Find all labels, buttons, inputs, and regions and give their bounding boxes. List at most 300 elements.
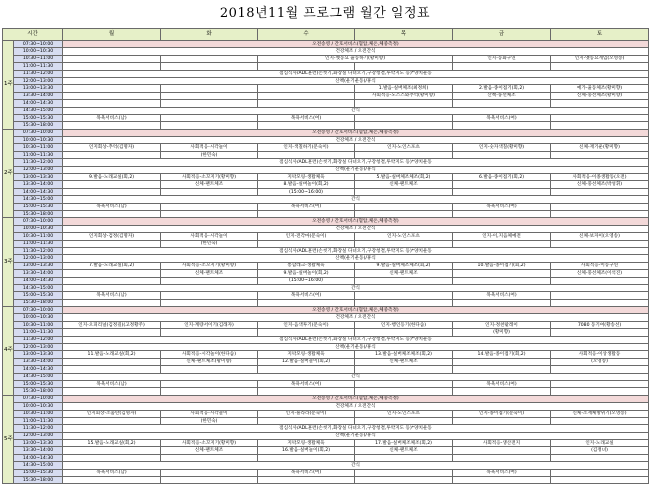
time-cell: 11:30~12:00 — [14, 159, 63, 166]
schedule-cell — [63, 277, 161, 284]
time-cell: 14:30~15:00 — [14, 462, 63, 469]
schedule-row — [3, 351, 649, 358]
schedule-cell — [63, 447, 161, 454]
schedule-cell: 신체-팬트체조 — [355, 270, 453, 277]
time-cell: 10:30~11:00 — [14, 55, 63, 62]
header-sat: 토 — [551, 29, 649, 41]
schedule-cell — [63, 181, 161, 188]
schedule-cell: 신체-팬트체조 — [355, 181, 453, 188]
schedule-row — [3, 469, 649, 476]
schedule-cell: 사회적응-소꼬지기(황미향) — [161, 262, 258, 269]
week-label: 5주 — [3, 395, 14, 484]
schedule-row — [3, 122, 649, 129]
schedule-cell — [258, 122, 355, 129]
time-cell: 11:00~11:30 — [14, 63, 63, 70]
bath-cell: 목욕서비스(여) — [453, 469, 551, 476]
schedule-row — [3, 188, 649, 195]
time-cell: 10:30~11:00 — [14, 321, 63, 328]
schedule-cell — [355, 380, 453, 387]
schedule-cell — [63, 55, 161, 62]
schedule-cell: 인지-풀라라(문숙이) — [258, 410, 355, 417]
schedule-cell: 사회적응-이종생활동(오전) — [551, 174, 649, 181]
time-cell: 15:30~18:00 — [14, 210, 63, 217]
schedule-cell: 신체-풍선체조(박성휘) — [551, 181, 649, 188]
schedule-cell — [551, 114, 649, 121]
walk-cell: 산책(운기운동)/휴식 — [63, 432, 649, 439]
time-cell: 11:00~11:30 — [14, 151, 63, 158]
morning-cell: 건강체조 / 오전간식 — [63, 403, 649, 410]
bath-cell: 목욕서비스(여) — [453, 292, 551, 299]
time-cell: 15:30~18:00 — [14, 388, 63, 395]
schedule-cell — [63, 100, 161, 107]
schedule-cell — [453, 151, 551, 158]
schedule-cell — [355, 292, 453, 299]
schedule-cell: 사회적응-소꼬지기(황미향) — [161, 174, 258, 181]
schedule-cell — [453, 358, 551, 365]
schedule-row — [3, 366, 649, 373]
time-cell: 10:30~11:00 — [14, 233, 63, 240]
schedule-cell — [453, 188, 551, 195]
schedule-cell: 신체-팬트체조(황미향) — [161, 358, 258, 365]
banner-cell: 오전송영 / 간호서비스(혈압,체온,체중측정) — [63, 41, 649, 48]
schedule-row — [3, 395, 649, 402]
music-cell: 인지-옛동요 율동하기(황미향) — [258, 55, 453, 62]
schedule-cell: 인지-옛동요게임(오영송) — [551, 55, 649, 62]
time-cell: 15:00~15:30 — [14, 203, 63, 210]
schedule-cell — [161, 469, 258, 476]
schedule-row — [3, 233, 649, 240]
schedule-cell: 신체-풍선체조(황미향) — [551, 92, 649, 99]
schedule-cell: (황미향) — [453, 329, 551, 336]
schedule-cell: 예가-율동체조(황미향) — [551, 85, 649, 92]
schedule-row — [3, 210, 649, 217]
schedule-cell — [551, 469, 649, 476]
schedule-cell: 신체-재기운(황미향) — [551, 144, 649, 151]
schedule-cell — [355, 329, 453, 336]
schedule-cell — [355, 469, 453, 476]
schedule-cell: 인지-노인스포츠 — [355, 410, 453, 417]
morning-cell: 건강체조 / 오전간식 — [63, 314, 649, 321]
schedule-row — [3, 314, 649, 321]
schedule-cell — [551, 240, 649, 247]
schedule-cell: 9.발음-노래교실(회,2) — [63, 174, 161, 181]
schedule-cell — [453, 240, 551, 247]
schedule-cell — [551, 366, 649, 373]
schedule-cell — [453, 366, 551, 373]
schedule-cell: 신체-팬트체조 — [355, 358, 453, 365]
schedule-cell — [63, 454, 161, 461]
schedule-cell — [258, 366, 355, 373]
walk-cell: 산책(운기운동)/휴식 — [63, 77, 649, 84]
schedule-table — [2, 28, 649, 484]
schedule-row — [3, 270, 649, 277]
schedule-cell — [63, 388, 161, 395]
schedule-cell — [551, 299, 649, 306]
time-cell: 14:00~14:30 — [14, 100, 63, 107]
schedule-cell — [63, 85, 161, 92]
bath-cell: 목욕서비스(여) — [258, 469, 355, 476]
schedule-cell: 7080 동기여(황송선) — [551, 321, 649, 328]
schedule-cell — [161, 122, 258, 129]
schedule-row — [3, 55, 649, 62]
header-fri: 금 — [453, 29, 551, 41]
schedule-cell — [258, 299, 355, 306]
bath-cell: 목욕서비스(남) — [63, 292, 161, 299]
snack-cell: 간식 — [63, 196, 649, 203]
schedule-cell — [453, 63, 551, 70]
schedule-row — [3, 262, 649, 269]
schedule-cell — [161, 203, 258, 210]
schedule-cell — [161, 329, 258, 336]
lunch-cell: 점심식사/ADL훈련(손씻기,화장실 다녀오기,구강청결,투약지도 등)*양치운동 — [63, 425, 649, 432]
schedule-row — [3, 48, 649, 55]
schedule-cell — [453, 417, 551, 424]
schedule-cell: 8.발음-실버놀이(회,2) — [258, 181, 355, 188]
schedule-cell: 인지-계량서이기(김래자) — [161, 321, 258, 328]
schedule-cell — [551, 100, 649, 107]
time-cell: 14:00~14:30 — [14, 454, 63, 461]
schedule-cell — [258, 151, 355, 158]
schedule-row — [3, 166, 649, 173]
schedule-cell: (한민숙) — [161, 151, 258, 158]
schedule-row — [3, 129, 649, 136]
time-cell: 15:30~18:00 — [14, 477, 63, 484]
schedule-row — [3, 329, 649, 336]
schedule-cell — [258, 210, 355, 217]
snack-cell: 간식 — [63, 373, 649, 380]
schedule-cell — [355, 63, 453, 70]
schedule-cell — [63, 358, 161, 365]
schedule-cell — [161, 292, 258, 299]
schedule-cell: 인지-행인등기(한다솜) — [355, 321, 453, 328]
schedule-row — [3, 277, 649, 284]
schedule-cell — [551, 292, 649, 299]
schedule-row — [3, 321, 649, 328]
schedule-cell — [355, 240, 453, 247]
time-cell: 10:00~10:30 — [14, 48, 63, 55]
walk-cell: 산책(운기운동)/휴식 — [63, 255, 649, 262]
schedule-cell: 사회적응-노스스와추억(황미향) — [355, 92, 453, 99]
schedule-cell — [355, 366, 453, 373]
schedule-cell — [63, 366, 161, 373]
schedule-cell: 인지회상-추억(김명자) — [63, 144, 161, 151]
schedule-row — [3, 284, 649, 291]
schedule-cell — [161, 299, 258, 306]
schedule-cell: 10.발음-종이접기(회,2) — [453, 262, 551, 269]
schedule-cell — [63, 122, 161, 129]
time-cell: 14:30~15:00 — [14, 196, 63, 203]
schedule-cell: 사회적응-시각놀이 — [161, 144, 258, 151]
schedule-row — [3, 144, 649, 151]
schedule-cell: 9.발음-실버체조체조(회,2) — [355, 262, 453, 269]
time-cell: 11:30~12:00 — [14, 425, 63, 432]
schedule-row — [3, 255, 649, 262]
schedule-cell: 사회적응-생산전지 — [453, 440, 551, 447]
schedule-cell — [63, 63, 161, 70]
time-cell: 15:30~18:00 — [14, 299, 63, 306]
schedule-row — [3, 292, 649, 299]
week-label: 1주 — [3, 41, 14, 130]
schedule-cell — [551, 329, 649, 336]
time-cell: 13:30~14:00 — [14, 181, 63, 188]
schedule-cell — [161, 454, 258, 461]
schedule-cell — [453, 477, 551, 484]
schedule-cell — [258, 454, 355, 461]
time-cell: 13:00~13:30 — [14, 440, 63, 447]
walk-cell: 산책(운기운동)/휴식 — [63, 344, 649, 351]
schedule-row — [3, 77, 649, 84]
walk-cell: 산책(운기운동)/휴식 — [63, 166, 649, 173]
time-cell: 15:30~18:00 — [14, 122, 63, 129]
schedule-row — [3, 344, 649, 351]
schedule-cell — [453, 277, 551, 284]
schedule-cell — [551, 122, 649, 129]
schedule-cell — [258, 100, 355, 107]
schedule-cell: 인지-종이접기(문숙이) — [453, 410, 551, 417]
schedule-cell — [453, 447, 551, 454]
schedule-cell — [551, 188, 649, 195]
bath-cell: 목욕서비스(남) — [63, 380, 161, 387]
schedule-cell — [355, 454, 453, 461]
time-cell: 13:00~13:30 — [14, 262, 63, 269]
schedule-cell — [355, 388, 453, 395]
bath-cell: 목욕서비스(여) — [453, 380, 551, 387]
morning-cell: 건강체조 / 오전간식 — [63, 137, 649, 144]
schedule-row — [3, 203, 649, 210]
time-cell: 07:30~10:00 — [14, 41, 63, 48]
schedule-cell — [551, 203, 649, 210]
time-cell: 10:30~11:00 — [14, 144, 63, 151]
time-cell: 12:00~13:00 — [14, 344, 63, 351]
lunch-cell: 점심식사/ADL훈련(손씻기,화장실 다녀오기,구강청결,투약지도 등)*양치운동 — [63, 336, 649, 343]
schedule-cell — [161, 210, 258, 217]
schedule-cell — [355, 277, 453, 284]
time-cell: 13:30~14:00 — [14, 270, 63, 277]
banner-cell: 오전송영 / 간호서비스(혈압,체온,체중측정) — [63, 129, 649, 136]
schedule-cell: 인지회상-검정(김명자) — [63, 233, 161, 240]
time-cell: 11:30~12:00 — [14, 336, 63, 343]
schedule-cell — [258, 85, 355, 92]
time-cell: 10:00~10:30 — [14, 403, 63, 410]
time-cell: 15:00~15:30 — [14, 114, 63, 121]
schedule-row — [3, 114, 649, 121]
schedule-cell — [161, 366, 258, 373]
schedule-row — [3, 107, 649, 114]
schedule-cell — [161, 277, 258, 284]
schedule-cell — [63, 329, 161, 336]
schedule-cell — [453, 454, 551, 461]
schedule-cell: 산책-풍선체조 — [453, 92, 551, 99]
time-cell: 12:00~13:00 — [14, 77, 63, 84]
schedule-cell — [161, 114, 258, 121]
schedule-cell: 인지-노인스포츠 — [355, 233, 453, 240]
schedule-cell: 인지-전각마(문숙이) — [258, 233, 355, 240]
time-cell: 13:30~14:00 — [14, 92, 63, 99]
schedule-row — [3, 299, 649, 306]
schedule-cell — [355, 151, 453, 158]
schedule-cell: 17.발음-실버체조체조(회,2) — [355, 440, 453, 447]
schedule-cell — [63, 240, 161, 247]
bath-cell: 목욕서비스(여) — [453, 203, 551, 210]
schedule-row — [3, 174, 649, 181]
time-cell: 07:30~10:00 — [14, 395, 63, 402]
schedule-row — [3, 240, 649, 247]
schedule-cell — [355, 203, 453, 210]
time-cell: 12:00~13:00 — [14, 255, 63, 262]
schedule-cell — [63, 270, 161, 277]
schedule-cell: 13.발음-실버체조체조(회,2) — [355, 351, 453, 358]
time-cell: 14:30~15:00 — [14, 373, 63, 380]
week-label: 3주 — [3, 218, 14, 307]
schedule-row — [3, 137, 649, 144]
schedule-cell: 1.발음-실버체조(최정희) — [355, 85, 453, 92]
schedule-cell — [63, 299, 161, 306]
schedule-cell — [161, 55, 258, 62]
banner-cell: 오전송영 / 간호서비스(혈압,체온,체중측정) — [63, 395, 649, 402]
schedule-cell — [161, 63, 258, 70]
schedule-row — [3, 462, 649, 469]
schedule-cell — [453, 270, 551, 277]
schedule-row — [3, 417, 649, 424]
bath-cell: 목욕서비스(남) — [63, 469, 161, 476]
schedule-cell: 사회적응-시각놀이(한다솜) — [161, 351, 258, 358]
week-label: 4주 — [3, 307, 14, 396]
schedule-cell — [453, 181, 551, 188]
time-cell: 11:30~12:00 — [14, 247, 63, 254]
schedule-cell: 신체-보자이(오영송) — [551, 233, 649, 240]
time-cell: 13:00~13:30 — [14, 174, 63, 181]
schedule-cell: 신체-팬트체조 — [161, 270, 258, 277]
schedule-cell — [453, 100, 551, 107]
schedule-cell: 인지회상-소품탄(김명자) — [63, 410, 161, 417]
bath-cell: 목욕서비스(남) — [63, 203, 161, 210]
header-row — [3, 29, 649, 41]
time-cell: 14:00~14:30 — [14, 188, 63, 195]
schedule-row — [3, 151, 649, 158]
header-time: 시간 — [3, 29, 63, 41]
schedule-cell: 인지-노인스포츠 — [355, 144, 453, 151]
schedule-cell: (김정녀) — [551, 447, 649, 454]
schedule-row — [3, 63, 649, 70]
bath-cell: 목욕서비스(여) — [258, 380, 355, 387]
schedule-cell — [551, 277, 649, 284]
schedule-cell — [161, 388, 258, 395]
schedule-cell — [551, 477, 649, 484]
schedule-row — [3, 380, 649, 387]
schedule-row — [3, 358, 649, 365]
time-cell: 11:00~11:30 — [14, 417, 63, 424]
header-tue: 화 — [161, 29, 258, 41]
schedule-row — [3, 336, 649, 343]
bath-cell: 목욕서비스(여) — [258, 203, 355, 210]
time-cell: 13:30~14:00 — [14, 358, 63, 365]
schedule-row — [3, 425, 649, 432]
time-cell: 07:30~10:00 — [14, 307, 63, 314]
schedule-row — [3, 307, 649, 314]
schedule-cell: 2.발음-종이접기(회,2) — [453, 85, 551, 92]
schedule-cell — [355, 114, 453, 121]
time-cell: 10:00~10:30 — [14, 314, 63, 321]
schedule-row — [3, 247, 649, 254]
schedule-cell: (한민숙) — [161, 240, 258, 247]
schedule-cell: 신체-소재체방위기(오영송) — [551, 410, 649, 417]
schedule-cell: 인지-정찬팥레이 — [453, 321, 551, 328]
schedule-cell: 사회적응-이동구연 — [551, 262, 649, 269]
schedule-cell: 인지-색칠하기(문숙이) — [258, 144, 355, 151]
morning-cell: 건강체조 / 오전간식 — [63, 48, 649, 55]
snack-cell: 간식 — [63, 107, 649, 114]
schedule-cell: 사회적응-시각놀이 — [161, 233, 258, 240]
schedule-cell: 인지-동화구연 — [453, 55, 551, 62]
schedule-cell: 15.발음-노래교실(회,2) — [63, 440, 161, 447]
schedule-cell: 신체-팬트체조 — [161, 447, 258, 454]
time-cell: 15:00~15:30 — [14, 469, 63, 476]
schedule-cell: 6.발음-종이접기(회,2) — [453, 174, 551, 181]
bath-cell: 목욕서비스(여) — [258, 114, 355, 121]
time-cell: 07:30~10:00 — [14, 218, 63, 225]
schedule-cell — [551, 417, 649, 424]
schedule-cell — [355, 210, 453, 217]
time-cell: 13:00~13:30 — [14, 85, 63, 92]
schedule-cell: (15:00~16:00) — [258, 277, 355, 284]
schedule-cell — [355, 122, 453, 129]
schedule-row — [3, 432, 649, 439]
schedule-cell — [355, 477, 453, 484]
schedule-cell: 지팍모링-생활체육 — [258, 174, 355, 181]
schedule-cell: 사회적응-이상생활동 — [551, 351, 649, 358]
time-cell: 14:00~14:30 — [14, 366, 63, 373]
time-cell: 11:00~11:30 — [14, 240, 63, 247]
time-cell: 14:30~15:00 — [14, 284, 63, 291]
header-thu: 목 — [355, 29, 453, 41]
schedule-cell: 인지-오피리널(김정길)(고정황주) — [63, 321, 161, 328]
time-cell: 10:30~11:00 — [14, 410, 63, 417]
schedule-row — [3, 218, 649, 225]
bath-cell: 목욕서비스(여) — [453, 114, 551, 121]
schedule-row — [3, 225, 649, 232]
time-cell: 11:00~11:30 — [14, 329, 63, 336]
schedule-cell — [453, 388, 551, 395]
schedule-row — [3, 454, 649, 461]
schedule-cell — [63, 417, 161, 424]
schedule-cell — [161, 477, 258, 484]
schedule-cell — [355, 188, 453, 195]
schedule-cell — [551, 388, 649, 395]
banner-cell: 오전송영 / 간호서비스(혈압,체온,체중측정) — [63, 307, 649, 314]
schedule-cell — [258, 477, 355, 484]
schedule-cell: 인지-이,지음체예전 — [453, 233, 551, 240]
schedule-cell — [453, 299, 551, 306]
time-cell: 14:00~14:30 — [14, 277, 63, 284]
schedule-row — [3, 410, 649, 417]
time-cell: 15:00~15:30 — [14, 380, 63, 387]
lunch-cell: 점심식사/ADL훈련(손씻기,화장실 다녀오기,구강청결,투약지도 등)*양치운동 — [63, 70, 649, 77]
schedule-row — [3, 403, 649, 410]
time-cell: 13:00~13:30 — [14, 351, 63, 358]
schedule-cell — [258, 417, 355, 424]
schedule-cell — [63, 477, 161, 484]
lunch-cell: 점심식사/ADL훈련(손씻기,화장실 다녀오기,구강청결,투약지도 등)*양치운동 — [63, 159, 649, 166]
schedule-cell — [551, 210, 649, 217]
schedule-cell: 7.발음-노래교실(회,2) — [63, 262, 161, 269]
time-cell: 12:00~13:00 — [14, 166, 63, 173]
bath-cell: 목욕서비스(여) — [258, 292, 355, 299]
time-cell: 10:00~10:30 — [14, 137, 63, 144]
schedule-cell: 신체-풍선체조(이석진) — [551, 270, 649, 277]
schedule-cell — [551, 151, 649, 158]
schedule-cell — [453, 122, 551, 129]
schedule-cell — [551, 63, 649, 70]
